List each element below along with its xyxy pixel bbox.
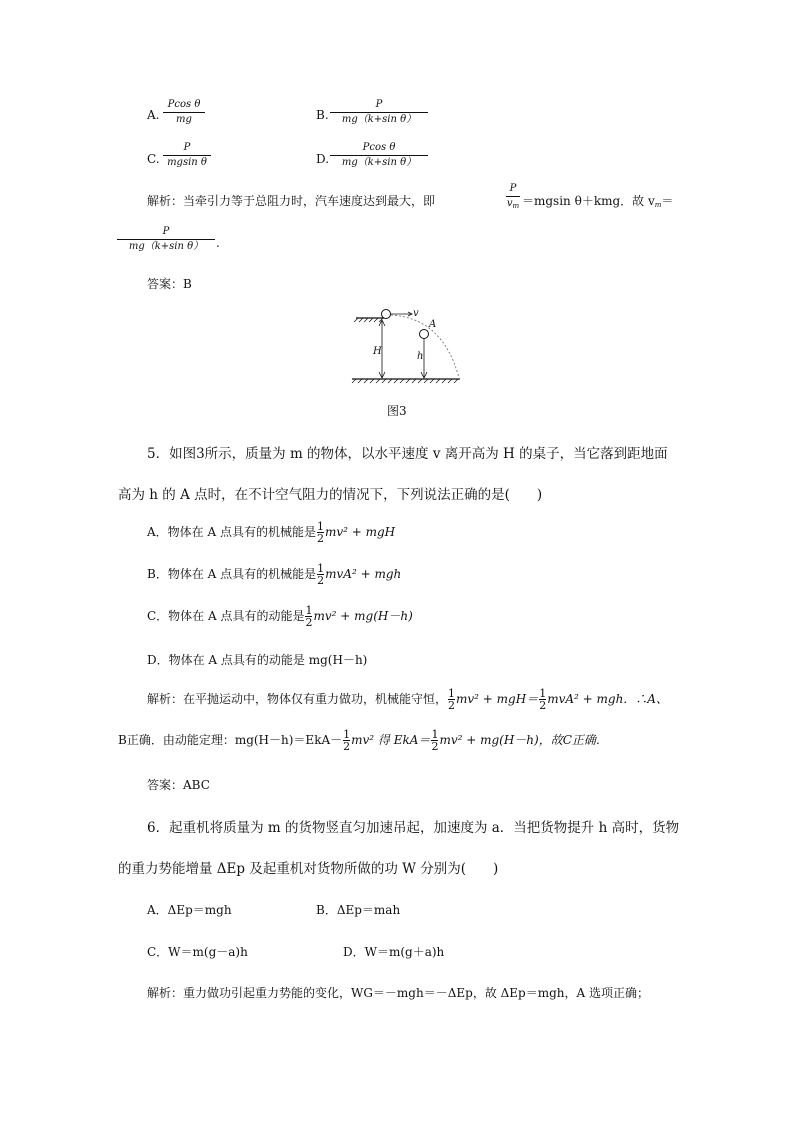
q4-option-b-label: B. <box>316 108 329 122</box>
q4-option-a-label: A. <box>147 108 160 122</box>
figure-label-A: A <box>429 319 437 330</box>
q6-analysis-line1: 解析：重力做功引起重力势能的变化，WG＝－mgh＝－ΔEp，故 ΔEp＝mgh，A 选项正确； <box>147 986 650 1000</box>
q4-option-c-numerator: P <box>183 142 191 153</box>
figure-label-h: h <box>417 351 424 362</box>
figure-label-H: H <box>373 346 382 357</box>
q5-option-a: A．物体在 A 点具有的机械能是 $\frac{1}{2}$ mv² + mgH <box>147 520 396 545</box>
q6-stem-line2: 的重力势能增量 ΔEp 及起重机对货物所做的功 W 分别为( ) <box>118 861 499 877</box>
figure-3-diagram <box>348 306 466 386</box>
q4-option-c-fraction <box>163 142 211 169</box>
q4-option-b-fraction <box>330 99 428 126</box>
q6-option-b: B．ΔEp＝mah <box>316 903 401 917</box>
q4-analysis-fraction: P $v_m$ <box>506 183 520 210</box>
q4-option-a-fraction <box>163 99 205 126</box>
q5-option-b: B．物体在 A 点具有的机械能是 $\frac{1}{2}$ mvA² + mgh <box>147 562 402 587</box>
q4-option-d-numerator: Pcos θ <box>362 142 396 153</box>
q4-option-c-denominator: mgsin θ <box>167 157 207 168</box>
q4-option-b-numerator: P <box>375 99 383 110</box>
q4-option-d-label: D. <box>316 152 330 166</box>
q5-analysis-line2: B正确．由动能定理：mg(H－h)＝EkA－ $\frac{1}{2}$ mv² 得 EkA＝ $\frac{1}{2}$ mv² + mg(H－h)，故C正确． <box>118 728 608 753</box>
q6-option-a: A．ΔEp＝mgh <box>147 903 232 917</box>
q4-analysis-result-fraction: P mg（k+sin θ） <box>117 226 215 253</box>
q6-option-d: D．W＝m(g＋a)h <box>343 945 445 959</box>
q4-option-d-denominator: mg（k+sin θ） <box>341 157 417 168</box>
q5-stem-line1: 5．如图3所示，质量为 m 的物体，以水平速度 v 离开高为 H 的桌子，当它落到距地面 <box>147 446 668 462</box>
q4-option-b-denominator: mg（k+sin θ） <box>341 114 417 125</box>
q5-answer: 答案：ABC <box>147 778 210 792</box>
q4-option-a-numerator: Pcos θ <box>167 99 201 110</box>
q4-option-d-fraction <box>330 142 428 169</box>
q4-analysis-period: . <box>216 236 220 250</box>
q6-stem-line1: 6．起重机将质量为 m 的货物竖直匀加速吊起，加速度为 a．当把货物提升 h 高时，货物 <box>147 820 680 836</box>
figure-label-v: v <box>413 308 419 319</box>
q5-option-d: D．物体在 A 点具有的动能是 mg(H－h) <box>147 653 368 667</box>
q6-option-c: C．W＝m(g－a)h <box>147 945 248 959</box>
q4-option-a-denominator: mg <box>176 114 192 125</box>
q5-analysis-line1: 解析：在平抛运动中，物体仅有重力做功，机械能守恒， $\frac{1}{2}$ mv² + mgH＝ $\frac{1}{2}$ mvA² + mgh．∴A、 <box>147 687 668 712</box>
q4-answer: 答案：B <box>147 277 192 291</box>
figure-caption: 图3 <box>387 404 407 418</box>
q4-option-c-label: C. <box>147 152 160 166</box>
q4-analysis-prefix: 解析：当牵引力等于总阻力时，汽车速度达到最大，即 <box>147 194 436 208</box>
q5-stem-line2: 高为 h 的 A 点时，在不计空气阻力的情况下，下列说法正确的是( ) <box>118 487 543 503</box>
q4-analysis-middle: ＝mgsin θ＋kmg．故 $v_m=$ <box>522 194 674 209</box>
q5-option-c: C．物体在 A 点具有的动能是 $\frac{1}{2}$ mv² + mg(H－h) <box>147 604 413 629</box>
